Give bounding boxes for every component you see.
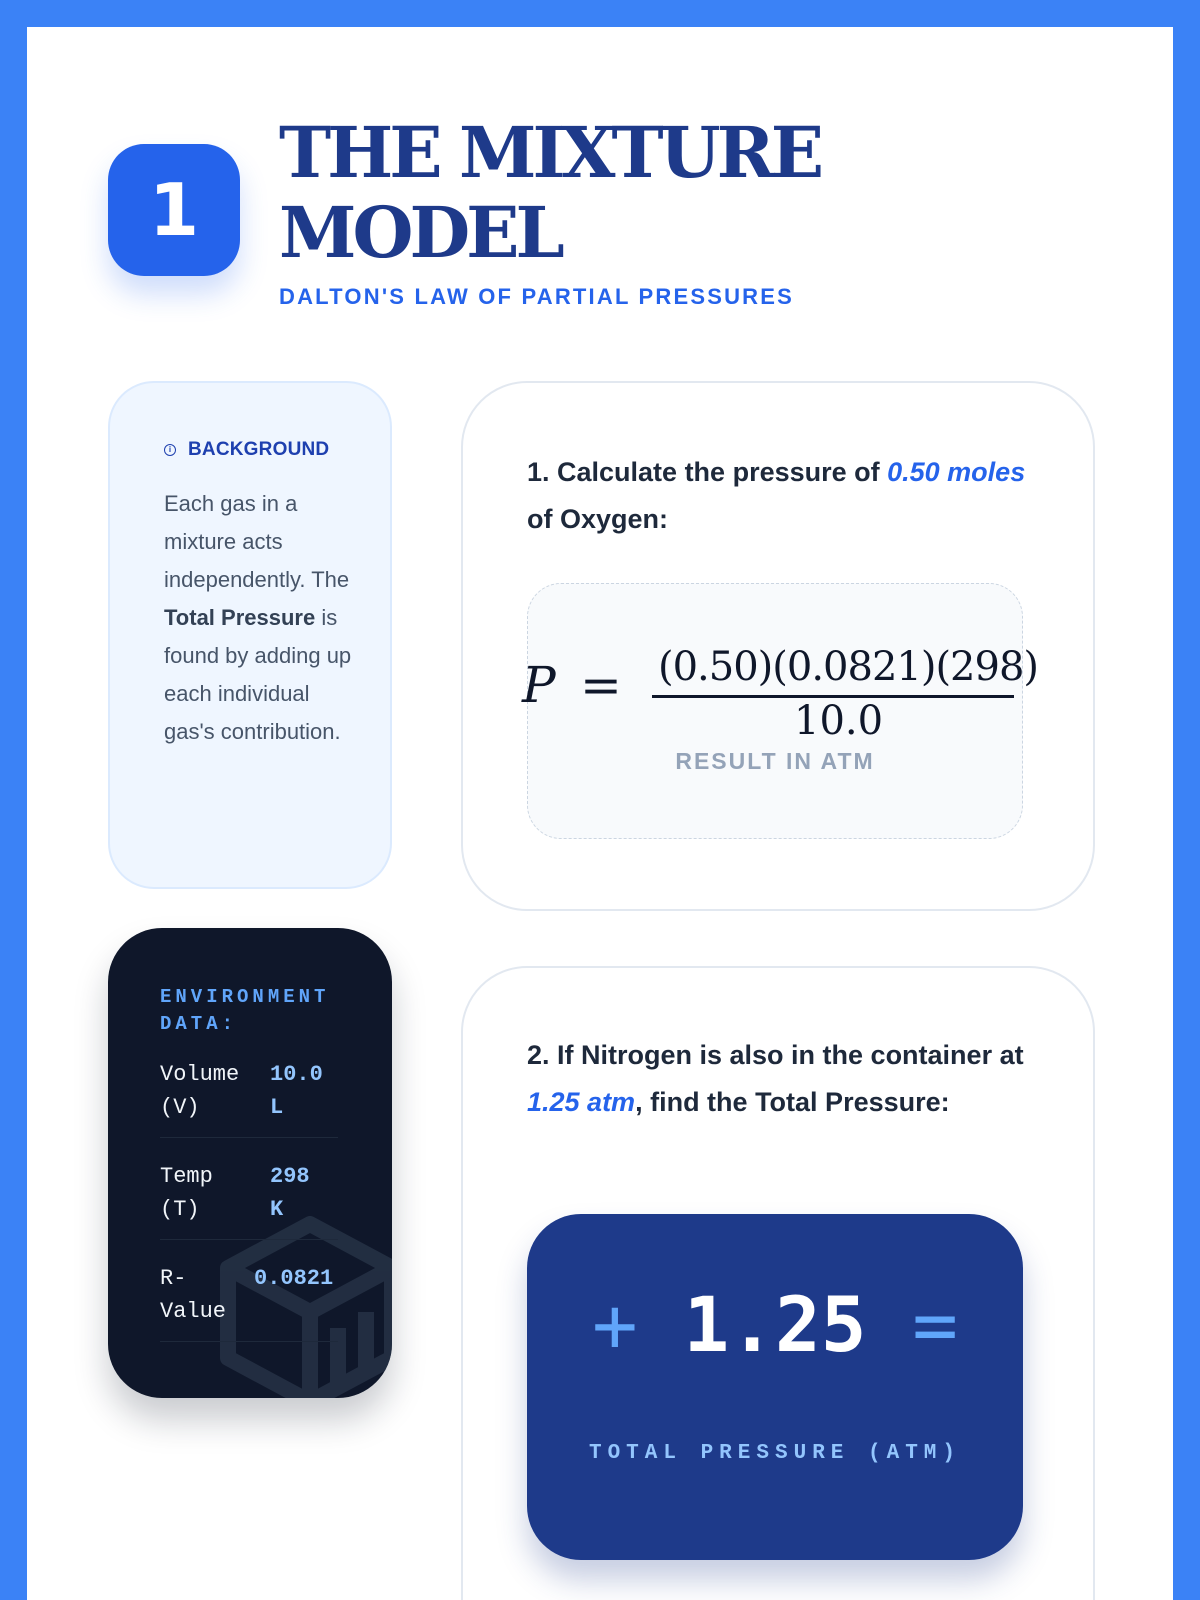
total-pressure-label: TOTAL PRESSURE (ATM)	[588, 1442, 962, 1465]
formula-lhs: P	[522, 656, 556, 714]
env-value-temp: 298 K	[270, 1164, 310, 1222]
formula-numerator: (0.50)(0.0821)(298)	[658, 644, 1039, 690]
plus-sign: +	[591, 1280, 638, 1369]
equals-sign: =	[912, 1280, 959, 1369]
env-key-temp: Temp (T)	[160, 1164, 213, 1222]
page-card	[27, 27, 1173, 1600]
background-header	[164, 439, 329, 461]
env-key-volume: Volume (V)	[160, 1062, 240, 1120]
question-1-suffix: of Oxygen:	[527, 504, 669, 534]
result-label: RESULT IN ATM	[675, 748, 875, 774]
question-1-highlight: 0.50 moles	[887, 457, 1026, 487]
question-2-bold: Total Pressure	[755, 1087, 941, 1117]
question-2-card	[461, 966, 1095, 1600]
background-text-bold: Total Pressure	[164, 605, 316, 630]
background-text	[164, 485, 364, 751]
question-2-prefix: 2. If Nitrogen is also in the container at	[527, 1040, 1024, 1070]
environment-card	[108, 928, 392, 1398]
question-2-suffix: :	[940, 1087, 950, 1117]
step-number-badge: 1	[108, 144, 240, 276]
info-icon: i	[164, 444, 176, 456]
formula-denominator: 10.0	[794, 698, 884, 744]
question-2-middle: , find the	[635, 1087, 756, 1117]
background-text-part-1: Each gas in a mixture acts independently. The	[164, 491, 350, 592]
background-card	[108, 381, 392, 889]
env-row-temp	[160, 1160, 338, 1240]
question-1-text	[527, 449, 1027, 543]
total-pressure-box	[527, 1214, 1023, 1560]
env-value-r-value: 0.0821	[254, 1266, 334, 1291]
question-2-text	[527, 1032, 1027, 1126]
formula-box	[522, 583, 1039, 839]
total-calc-line	[527, 1280, 1023, 1369]
background-text-part-2: is found by adding up each individual gas's contribution.	[164, 605, 352, 744]
nitrogen-pressure-value: 1.25	[683, 1280, 867, 1369]
page-title: THE MIXTURE MODEL	[279, 111, 821, 274]
page-subtitle: DALTON'S LAW OF PARTIAL PRESSURES	[279, 284, 795, 309]
formula-equals: =	[580, 656, 622, 714]
env-key-r-value: R-Value	[160, 1266, 227, 1324]
background-label: BACKGROUND	[188, 439, 330, 460]
question-2-highlight: 1.25 atm	[527, 1087, 636, 1117]
env-value-volume: 10.0 L	[270, 1062, 323, 1120]
environment-title: ENVIRONMENT DATA:	[160, 986, 330, 1035]
question-1-card	[461, 381, 1095, 911]
env-row-r-value	[160, 1262, 338, 1342]
env-row-volume	[160, 1058, 338, 1138]
pressure-formula	[522, 644, 1039, 754]
question-1-prefix: 1. Calculate the pressure of	[527, 457, 888, 487]
